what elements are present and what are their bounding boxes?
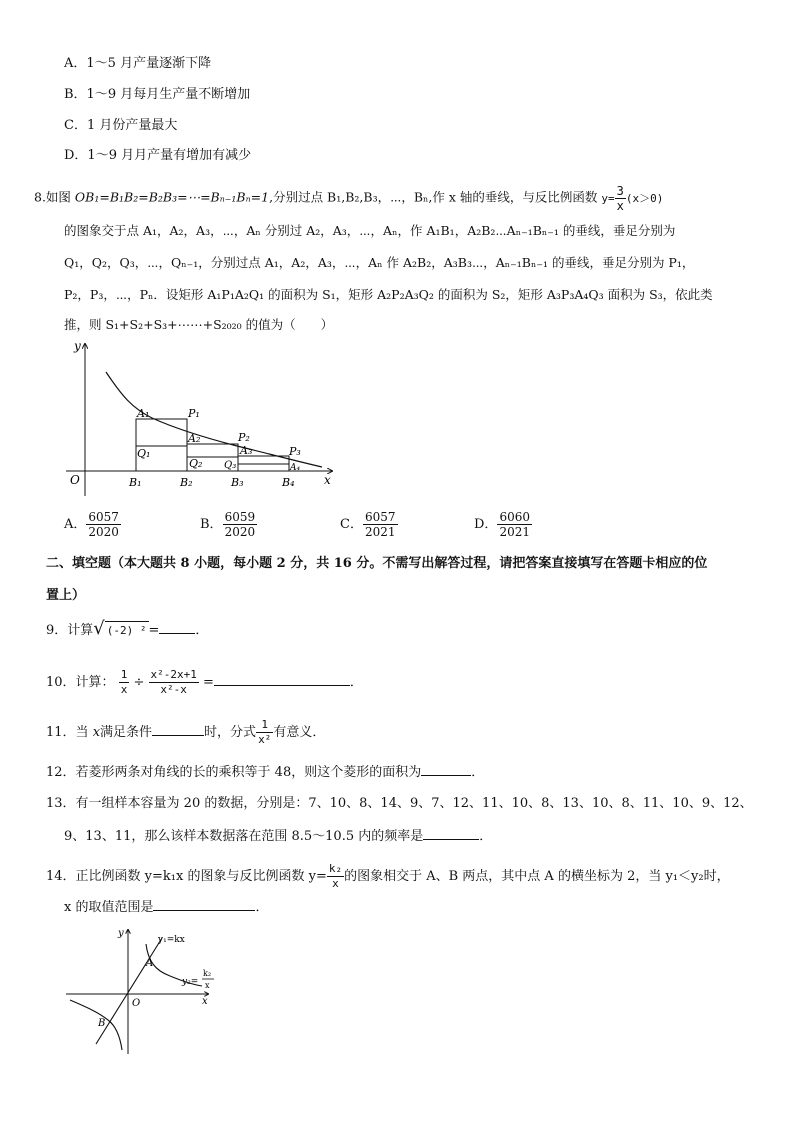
q14-end: ． [255, 900, 269, 915]
q8-label-b1: B₁ [129, 476, 142, 489]
q10-frac2-num: x²-2x+1 [150, 668, 197, 681]
q8-label-q2: Q₂ [189, 457, 203, 470]
q8-option-frac [363, 510, 398, 539]
q11 [46, 718, 325, 747]
q8-label-b4: B₄ [282, 476, 295, 489]
section2-heading-line2: 置上） [46, 588, 86, 603]
q8-option-frac [223, 510, 258, 539]
q8-label-a1: A₁ [137, 407, 150, 420]
q14-label-x: x [202, 996, 208, 1007]
q10-prefix: 10．计算： [46, 675, 115, 690]
q8-option-den: 2020 [224, 525, 256, 539]
q9-eq: = [148, 623, 160, 638]
q12-end: ． [471, 765, 485, 780]
q8-rect-2 [187, 444, 238, 457]
q14-frac-den: x [332, 877, 339, 890]
q8-text1: ,分别过点 B₁,B₂,B₃，⋯，Bₙ,作 x 轴的垂线，与反比例函数 [269, 189, 598, 205]
q8-label-q1: Q₁ [137, 447, 151, 460]
q7-option-c: C．1 月份产量最大 [64, 118, 178, 133]
q11-x: x [92, 725, 101, 740]
q7-option-b: B．1～9 月每月生产量不断增加 [64, 87, 251, 102]
q10-frac2 [149, 668, 199, 697]
q11-frac [256, 718, 273, 747]
q9-answer-blank[interactable] [159, 621, 195, 634]
q14-graph [62, 926, 232, 1056]
q8-option-d [474, 510, 532, 539]
q8-label-b3: B₃ [231, 476, 244, 489]
q8-label-o: O [70, 473, 80, 487]
q11-frac-num: 1 [256, 718, 273, 733]
q14-label-y2-den: x [205, 981, 210, 990]
q8-label-b2: B₂ [180, 476, 193, 489]
q8-chain: OB₁=B₁B₂=B₂B₃=⋯=Bₙ₋₁Bₙ=1 [74, 189, 270, 205]
q8-option-num: 6059 [224, 510, 256, 524]
q13-line2-text: 9、13、11，那么该样本数据落在范围 8.5～10.5 内的频率是 [64, 829, 424, 844]
q14-line-y1 [96, 938, 162, 1044]
q13-end: ． [479, 829, 493, 844]
q8-label-p1: P₁ [188, 407, 200, 420]
q14-label-y: y [118, 928, 124, 939]
q8-option-num: 6060 [499, 510, 530, 524]
q8-option-frac [86, 510, 121, 539]
q7-option-a: A．1～5 月产量逐渐下降 [64, 56, 212, 71]
q8-rect-1 [136, 419, 187, 446]
q8-func-cond: (x＞0) [625, 191, 664, 205]
q8-option-letter: A． [64, 517, 87, 532]
q11-after: 时，分式 [204, 725, 257, 740]
q14-line2-text: x 的取值范围是 [64, 900, 154, 915]
q8-label-p2: P₂ [238, 431, 250, 444]
q8-option-letter: B． [200, 517, 223, 532]
q8-option-a [64, 510, 121, 539]
q8-label-a4: A₄ [290, 463, 301, 473]
q10-div: ÷ [133, 675, 145, 690]
q11-prefix: 11．当 [46, 725, 93, 740]
q10-answer-blank[interactable] [214, 673, 350, 686]
q8-line2: 的图象交于点 A₁，A₂，A₃，⋯，Aₙ 分别过 A₂，A₃，⋯，Aₙ，作 A₁B₁，A₂B₂⋯Aₙ₋₁Bₙ₋₁ 的垂线，垂足分别为 [64, 223, 676, 238]
q14-line2 [64, 898, 268, 917]
q14-hyperbola-branch-2 [70, 1000, 122, 1050]
q8-option-num: 6057 [364, 510, 396, 524]
q13-answer-blank[interactable] [423, 827, 479, 840]
q8-option-den: 2020 [88, 525, 119, 539]
q8-line3: Q₁，Q₂，Q₃，⋯，Qₙ₋₁，分别过点 A₁，A₂，A₃，⋯，Aₙ 作 A₂B₂，A₃B₃⋯，Aₙ₋₁Bₙ₋₁ 的垂线，垂足分别为 P₁， [64, 255, 695, 270]
q11-end: 有意义． [273, 725, 326, 740]
q9 [46, 620, 208, 640]
q10-eq: = [203, 675, 214, 690]
q8-option-b [200, 510, 257, 539]
q10-end: ． [349, 675, 363, 690]
section2-heading-line1: 二、填空题（本大题共 8 小题，每小题 2 分，共 16 分。不需写出解答过程，请把答案直接填写在答题卡相应的位 [46, 556, 708, 571]
q14-label-y2-lhs: y₂= [182, 977, 199, 987]
q12 [46, 763, 484, 782]
q13-line2 [64, 827, 492, 846]
q14-label-a: A [146, 958, 154, 969]
q13-line1: 13．有一组样本容量为 20 的数据，分别是：7、10、8、14、9、7、12、11、10、8、13、10、8、11、10、9、12、 [46, 796, 753, 811]
q8-func-num: 3 [616, 184, 624, 198]
q8-func-lhs: y= [601, 191, 615, 205]
q8-func-frac [615, 184, 626, 213]
q11-mid: 满足条件 [100, 725, 153, 740]
q9-radical-sign: √ [93, 618, 105, 639]
q14-frac [327, 862, 344, 891]
q14-label-b: B [98, 1018, 106, 1029]
q8-option-c [340, 510, 398, 539]
q12-text: 12．若菱形两条对角线的长的乘积等于 48，则这个菱形的面积为 [46, 765, 422, 780]
q9-radicand: (-2) ² [105, 621, 149, 640]
q9-prefix: 9．计算 [46, 623, 94, 638]
q8-label-a2: A₂ [188, 432, 201, 445]
q8-label-a3: A₃ [240, 444, 253, 457]
q8-option-num: 6057 [88, 510, 119, 524]
q8-option-letter: C． [340, 517, 363, 532]
q8-line1 [34, 184, 663, 213]
q8-option-letter: D． [474, 517, 498, 532]
q10 [46, 668, 363, 697]
q8-label-y: y [74, 339, 81, 353]
q14-label-y1: y₁=kx [158, 935, 185, 945]
q8-option-frac [497, 510, 532, 539]
q11-frac-den: x² [258, 733, 272, 746]
q12-answer-blank[interactable] [421, 763, 471, 776]
q14-line1 [46, 862, 730, 891]
q8-label-q3: Q₃ [224, 460, 237, 471]
q7-option-d: D．1～9 月月产量有增加有减少 [64, 148, 252, 163]
q14-label-y2-num: k₂ [203, 969, 212, 978]
q8-label-x: x [324, 473, 331, 487]
q14-label-o: O [132, 998, 141, 1009]
q9-end: ． [195, 623, 209, 638]
q8-func [601, 184, 664, 213]
q8-func-den: x [616, 199, 624, 213]
q10-frac1-den: x [120, 683, 128, 696]
q10-frac2-den: x²-x [160, 683, 187, 696]
q14-line1a: 14．正比例函数 y=k₁x 的图象与反比例函数 y= [46, 869, 327, 884]
q8-line4: P₂，P₃，⋯，Pₙ．设矩形 A₁P₁A₂Q₁ 的面积为 S₁，矩形 A₂P₂A₃Q₂ 的面积为 S₂，矩形 A₃P₃A₄Q₃ 面积为 S₃，依此类 [64, 287, 713, 302]
q8-option-den: 2021 [364, 525, 396, 539]
q14-frac-num: k₂ [328, 862, 343, 875]
q8-line5: 推，则 S₁+S₂+S₃+⋯⋯+S₂₀₂₀ 的值为（ ） [64, 317, 334, 332]
q10-frac1-num: 1 [120, 668, 128, 681]
q8-graph [62, 338, 342, 498]
q11-answer-blank[interactable] [152, 723, 204, 736]
q14-answer-blank[interactable] [153, 898, 255, 911]
q8-label-p3: P₃ [289, 445, 301, 458]
q14-line1b: 的图象相交于 A、B 两点，其中点 A 的横坐标为 2，当 y₁＜y₂时， [344, 869, 730, 884]
q10-frac1 [119, 668, 130, 697]
q8-prefix: 8.如图 [34, 189, 71, 205]
q8-option-den: 2021 [499, 525, 530, 539]
